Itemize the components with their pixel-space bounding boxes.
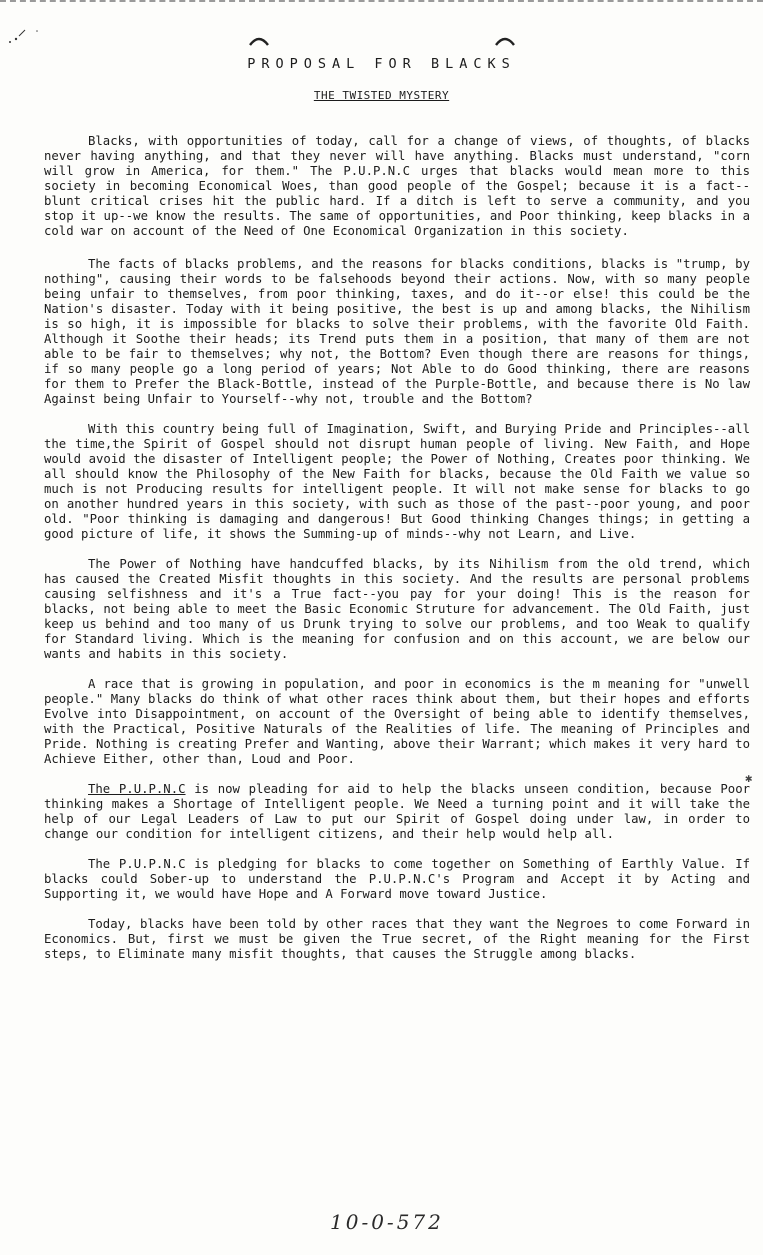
document-title: PROPOSAL FOR BLACKS [247,56,516,72]
underlined-organization-name: The P.U.P.N.C [88,782,186,796]
paragraph-5: A race that is growing in population, and poor in economics is the m meaning for "unwell people." Many blacks do think of what other races think about them, but their hopes and efforts Evolve into Disappointment, on account of the Oversight of being able to identify themselves, with the Practical, Positive Naturals of the Realities of life. The meaning of Principles and Pride. Nothing is creating Prefer and Wanting, above their Warrant; which makes it very hard to Achieve Either, other than, Loud and Poor. [44,677,750,766]
paragraph-6 [44,782,750,842]
paragraph-8: Today, blacks have been told by other races that they want the Negroes to come Forward in Economics. But, first we must be given the True secret, of the Right meaning for the First steps, to Eliminate many misfit thoughts, that causes the Struggle among blacks. [44,917,750,961]
margin-mark: ✱ [745,771,753,785]
hole-punch-mark-right [494,34,516,46]
paragraph-4: The Power of Nothing have handcuffed blacks, by its Nihilism from the old trend, which has caused the Created Misfit thoughts in this society. And the results are personal problems causing selfishness and it's a True fact--you pay for your doing! This is the reason for blacks, not being able to meet the Basic Economic Struture for advancement. The Old Faith, just keep us behind and too many of us Drunk trying to solve our problems, and too Weak to qualify for Standard living. Which is the meaning for confusion and on this account, we are below our wants and habits in this society. [44,557,750,661]
handwritten-document-number: 10-0-572 [330,1210,444,1234]
paragraph-7: The P.U.P.N.C is pledging for blacks to come together on Something of Earthly Value. If blacks could Sober-up to understand the P.U.P.N.C's Program and Accept it by Acting and Supporting it, we would have Hope and A Forward move toward Justice. [44,857,750,901]
document-subtitle: THE TWISTED MYSTERY [313,89,450,102]
paragraph-1: Blacks, with opportunities of today, call for a change of views, of thoughts, of blacks never having anything, and that they never will have anything. Blacks must understand, "corn will grow in America, for them." The P.U.P.N.C urges that blacks would mean more to this society in becoming Economical Woes, than good people of the Gospel; because it is a fact--blunt critical crises hit the public hard. If a ditch is left to serve a community, and you stop it up--we know the results. The same of opportunities, and Poor thinking, keep blacks in a cold war on account of the Need of One Economical Organization in this society. [44,134,750,238]
ink-specks [4,22,64,52]
hole-punch-mark-left [248,34,270,46]
paragraph-2: The facts of blacks problems, and the reasons for blacks conditions, blacks is "trump, by nothing", causing their words to be falsehoods beyond their actions. Now, with so many people being unfair to themselves, from poor thinking, taxes, and do it--or else! this could be the Nation's disaster. Today with it being positive, the best is up and among blacks, the Nihilism is so high, it is impossible for blacks to solve their problems, with the favorite Old Faith. Although it Soothe their heads; its Trend puts them in a position, that many of them are not able to be fair to themselves; why not, the Bottom? Even though there are reasons for things, if so many people go a long period of years; Not Able to do Good thinking, there are reasons for them to Prefer the Black-Bottle, instead of the Purple-Bottle, and because there is No law Against being Unfair to Yourself--why not, trouble and the Bottom? [44,257,750,406]
document-body [44,134,753,977]
perforated-top-edge [0,0,763,8]
paragraph-3: With this country being full of Imagination, Swift, and Burying Pride and Principles--all the time,the Spirit of Gospel should not disrupt human people of living. New Faith, and Hope would avoid the disaster of Intelligent people; the Power of Nothing, Creates poor thinking. We all should know the Philosophy of the New Faith for blacks, because the Old Faith we value so much is not Producing results for intelligent people. It will not make sense for blacks to go on another hundred years in this society, with such as those of the past--poor young, and poor old. "Poor thinking is damaging and dangerous! But Good thinking Changes things; in getting a good picture of life, it shows the Summing-up of minds--why not Learn, and Live. [44,422,750,541]
paragraph-6-text: is now pleading for aid to help the blacks unseen condition, because Poor thinking makes a Shortage of Intelligent people. We Need a turning point and it will take the help of our Legal Leaders of Law to put our Spirit of Gospel doing under law, in order to change our condition for intelligent citizens, and their help would help all. [44,782,750,841]
